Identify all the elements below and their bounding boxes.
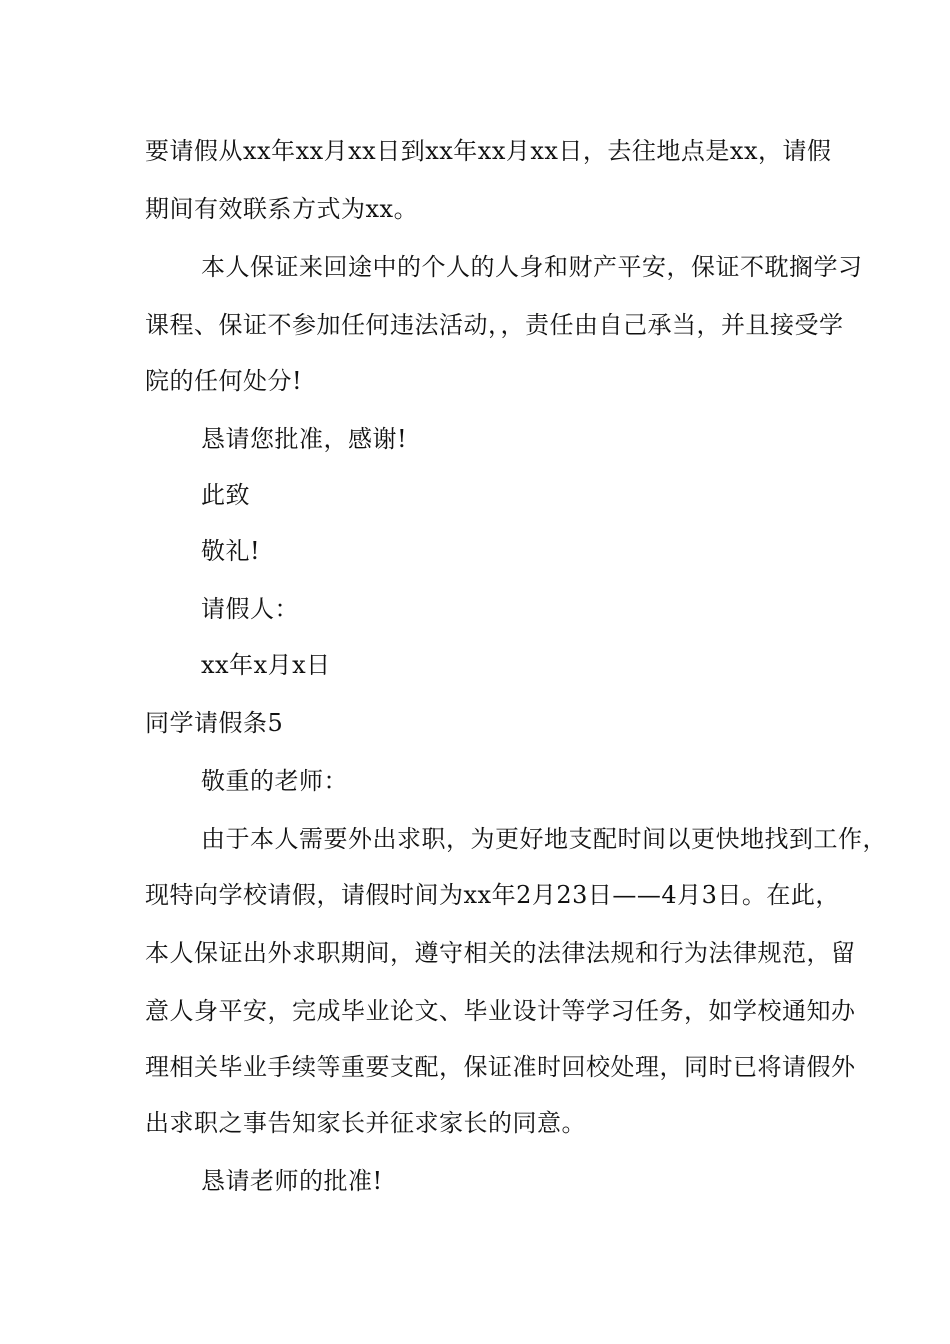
paragraph-line: 意人身平安，完成毕业论文、毕业设计等学习任务，如学校通知办	[145, 997, 856, 1025]
paragraph-line: 现特向学校请假，请假时间为xx年2月23日——4月3日。在此，	[145, 881, 840, 909]
closing-line: 此致	[201, 481, 250, 509]
paragraph-line: 本人保证来回途中的个人的人身和财产平安，保证不耽搁学习	[201, 253, 863, 281]
paragraph-line: 恳请您批准，感谢!	[201, 425, 408, 453]
paragraph-line: 本人保证出外求职期间，遵守相关的法律法规和行为法律规范，留	[145, 939, 856, 967]
section-title: 同学请假条5	[145, 709, 284, 737]
date-line: xx年x月x日	[201, 651, 331, 679]
salutation-line: 敬重的老师：	[201, 767, 348, 795]
paragraph-line: 期间有效联系方式为xx。	[145, 195, 419, 223]
closing-line: 敬礼!	[201, 537, 261, 565]
paragraph-line: 院的任何处分!	[145, 367, 303, 395]
paragraph-line: 恳请老师的批准!	[201, 1167, 383, 1195]
paragraph-line: 要请假从xx年xx月xx日到xx年xx月xx日，去往地点是xx，请假	[145, 137, 832, 165]
paragraph-line: 课程、保证不参加任何违法活动，，责任由自己承当，并且接受学	[145, 311, 844, 339]
paragraph-line: 由于本人需要外出求职，为更好地支配时间以更快地找到工作，	[201, 825, 887, 853]
paragraph-line: 出求职之事告知家长并征求家长的同意。	[145, 1109, 586, 1137]
paragraph-line: 理相关毕业手续等重要支配，保证准时回校处理，同时已将请假外	[145, 1053, 856, 1081]
signature-line: 请假人：	[201, 595, 299, 623]
